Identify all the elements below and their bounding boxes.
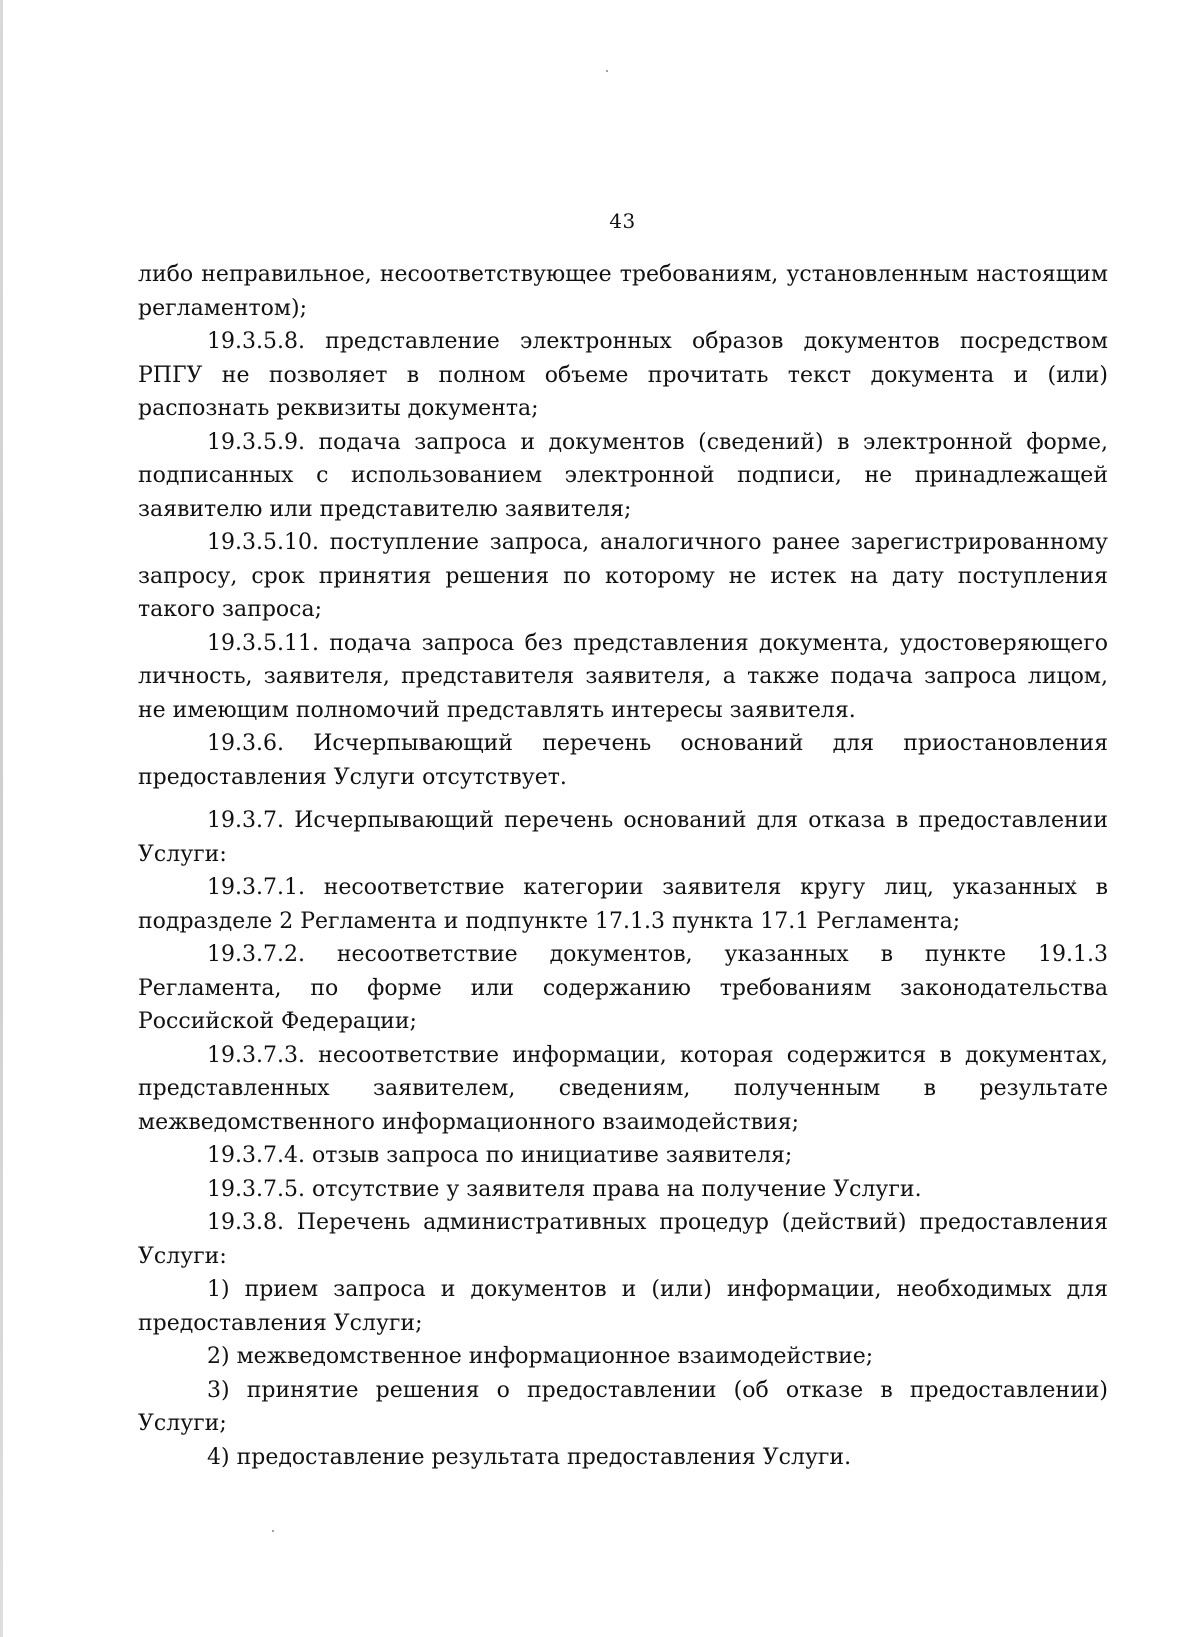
paragraph-continuation: либо неправильное, несоответствующее требованиям, установленным настоящим регламентом);: [138, 262, 1108, 321]
paragraph-19-3-7-3: 19.3.7.3. несоответствие информации, которая содержится в документах, представленных заявителем, сведениям, полученным в результате межведомственного информационного взаимодействия;: [138, 1042, 1108, 1135]
scan-speck: [272, 1530, 274, 1532]
document-body: [138, 258, 1108, 1474]
paragraph-19-3-5-11: 19.3.5.11. подача запроса без представления документа, удостоверяющего личность, заявителя, представителя заявителя, а также подача запроса лицом, не имеющим полномочий представлять интересы заявителя.: [138, 630, 1108, 723]
paragraph-19-3-5-8: 19.3.5.8. представление электронных образов документов посредством РПГУ не позволяет в полном объеме прочитать текст документа и (или) распознать реквизиты документа;: [138, 329, 1108, 421]
paragraph-19-3-7-1: 19.3.7.1. несоответствие категории заявителя кругу лиц, указанных в подразделе 2 Регламента и подпункте 17.1.3 пункта 17.1 Регламента;: [138, 875, 1108, 934]
list-item-4: 4) предоставление результата предоставления Услуги.: [207, 1444, 852, 1470]
paragraph-19-3-7-5: 19.3.7.5. отсутствие у заявителя права на получение Услуги.: [207, 1176, 922, 1202]
list-item-2: 2) межведомственное информационное взаимодействие;: [207, 1344, 874, 1369]
scan-speck: [606, 70, 608, 72]
paragraph-19-3-7: 19.3.7. Исчерпывающий перечень оснований для отказа в предоставлении Услуги:: [138, 808, 1108, 867]
list-item-1: 1) прием запроса и документов и (или) информации, необходимых для предоставления Услуги;: [138, 1277, 1108, 1336]
scan-edge-shadow: [0, 0, 3, 1637]
paragraph-19-3-6: 19.3.6. Исчерпывающий перечень оснований для приостановления предоставления Услуги отсутствует.: [138, 731, 1108, 790]
paragraph-19-3-5-9: 19.3.5.9. подача запроса и документов (сведений) в электронной форме, подписанных с использованием электронной подписи, не принадлежащей заявителю или представителю заявителя;: [138, 429, 1108, 522]
page-number: 43: [609, 209, 636, 233]
paragraph-19-3-5-10: 19.3.5.10. поступление запроса, аналогичного ранее зарегистрированному запросу, срок принятия решения по которому не истек на дату поступления такого запроса;: [138, 530, 1108, 622]
list-item-3: 3) принятие решения о предоставлении (об отказе в предоставлении) Услуги;: [138, 1377, 1108, 1436]
paragraph-19-3-8: 19.3.8. Перечень административных процедур (действий) предоставления Услуги:: [138, 1210, 1108, 1269]
paragraph-19-3-7-2: 19.3.7.2. несоответствие документов, указанных в пункте 19.1.3 Регламента, по форме или содержанию требованиям законодательства Российской Федерации;: [138, 942, 1108, 1034]
paragraph-19-3-7-4: 19.3.7.4. отзыв запроса по инициативе заявителя;: [207, 1143, 793, 1168]
